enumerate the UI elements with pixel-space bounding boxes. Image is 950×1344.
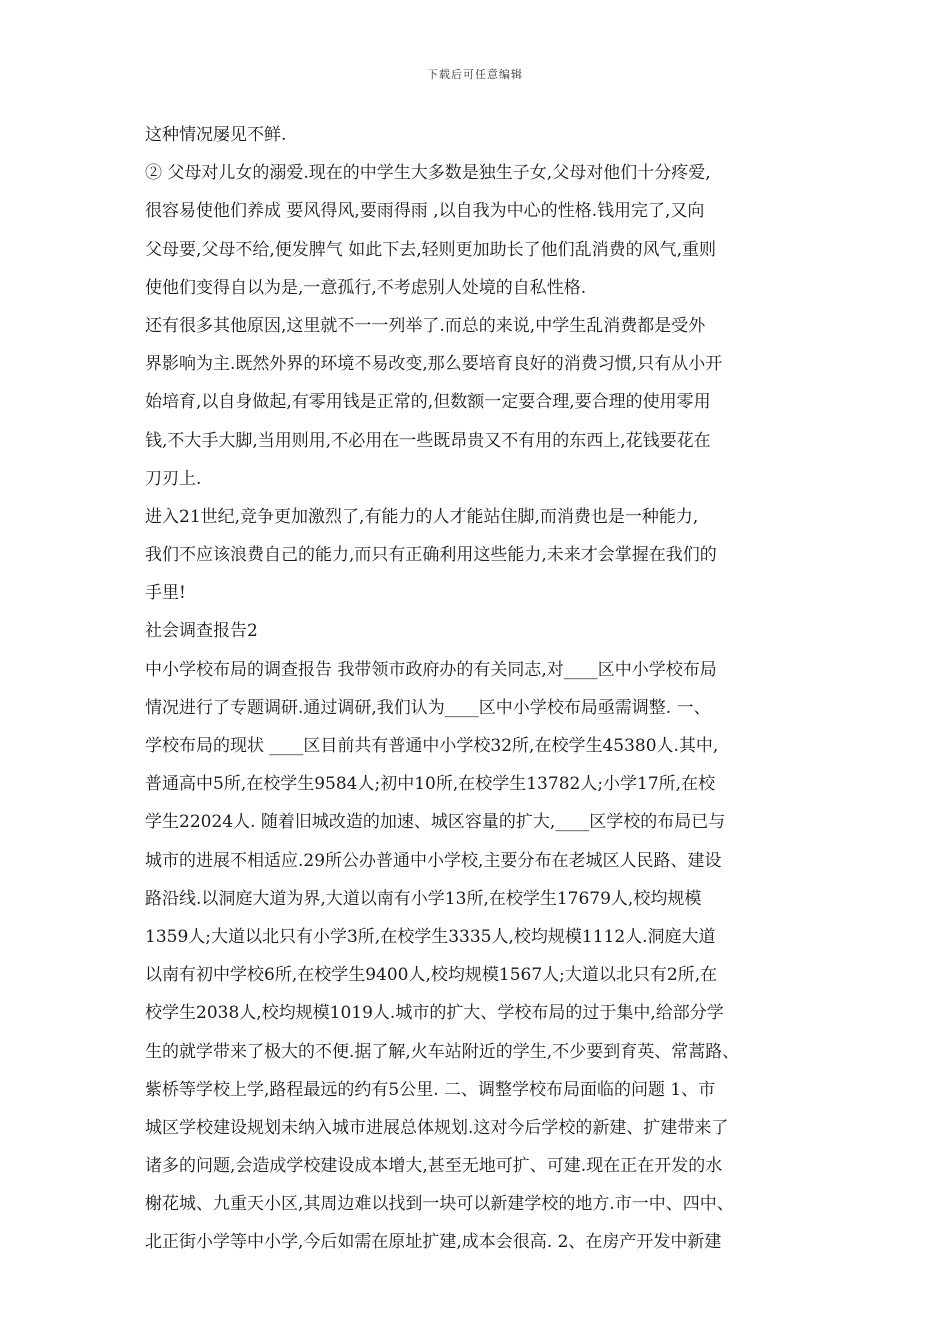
text-line: 钱,不大手大脚,当用则用,不必用在一些既昂贵又不有用的东西上,花钱要花在: [145, 430, 711, 451]
text-line: 很容易使他们养成 要风得风,要雨得雨 ,以自我为中心的性格.钱用完了,又向: [145, 201, 705, 222]
text-line: 紫桥等学校上学,路程最远的约有5公里. 二、调整学校布局面临的问题 1、市: [145, 1079, 716, 1100]
page-header: 下载后可任意编辑: [427, 68, 523, 81]
text-line: 使他们变得自以为是,一意孤行,不考虑别人处境的自私性格.: [145, 277, 587, 298]
text-line: 还有很多其他原因,这里就不一一列举了.而总的来说,中学生乱消费都是受外: [145, 315, 706, 336]
text-line: 进入21世纪,竞争更加激烈了,有能力的人才能站住脚,而消费也是一种能力,: [145, 506, 699, 527]
text-line: 以南有初中学校6所,在校学生9400人,校均规模1567人;大道以北只有2所,在: [145, 965, 718, 986]
text-line: 诸多的问题,会造成学校建设成本增大,甚至无地可扩、可建.现在正在开发的水: [145, 1156, 723, 1177]
text-line: 这种情况屡见不鲜.: [145, 125, 287, 145]
text-line: 父母要,父母不给,便发脾气 如此下去,轻则更加助长了他们乱消费的风气,重则: [145, 239, 717, 260]
text-line: 北正街小学等中小学,今后如需在原址扩建,成本会很高. 2、在房产开发中新建: [145, 1232, 722, 1253]
text-line: 学生22024人. 随着旧城改造的加速、城区容量的扩大,____区学校的布局已与: [145, 812, 726, 833]
text-line: 城市的进展不相适应.29所公办普通中小学校,主要分布在老城区人民路、建设: [145, 850, 722, 871]
text-line: 普通高中5所,在校学生9584人;初中10所,在校学生13782人;小学17所,在校: [145, 774, 716, 795]
text-line: 我们不应该浪费自己的能力,而只有正确利用这些能力,未来才会掌握在我们的: [145, 545, 717, 566]
text-line: 刀刃上.: [145, 468, 202, 489]
text-line: 手里!: [145, 583, 186, 604]
text-line: 情况进行了专题调研.通过调研,我们认为____区中小学校布局亟需调整. 一、: [145, 697, 711, 718]
text-line: 路沿线.以洞庭大道为界,大道以南有小学13所,在校学生17679人,校均规模: [145, 888, 702, 909]
text-line: 学校布局的现状 ____区目前共有普通中小学校32所,在校学生45380人.其中,: [145, 736, 719, 756]
text-line: 界影响为主.既然外界的环境不易改变,那么要培育良好的消费习惯,只有从小开: [145, 354, 723, 375]
text-line: 生的就学带来了极大的不便.据了解,火车站附近的学生,不少要到育英、常蒿路、: [145, 1041, 740, 1062]
text-line: ② 父母对儿女的溺爱.现在的中学生大多数是独生子女,父母对他们十分疼爱,: [145, 163, 711, 184]
document-body: [145, 116, 815, 1262]
text-line: 榭花城、九重天小区,其周边难以找到一块可以新建学校的地方.市一中、四中、: [145, 1194, 734, 1215]
text-line: 城区学校建设规划未纳入城市进展总体规划.这对今后学校的新建、扩建带来了: [145, 1117, 729, 1138]
text-line: 1359人;大道以北只有小学3所,在校学生3335人,校均规模1112人.洞庭大道: [145, 926, 716, 947]
section-heading: 社会调查报告2: [145, 621, 258, 642]
text-line: 中小学校布局的调查报告 我带领市政府办的有关同志,对____区中小学校布局: [145, 659, 717, 680]
text-line: 始培育,以自身做起,有零用钱是正常的,但数额一定要合理,要合理的使用零用: [145, 392, 711, 413]
text-line: 校学生2038人,校均规模1019人.城市的扩大、学校布局的过于集中,给部分学: [145, 1003, 724, 1024]
